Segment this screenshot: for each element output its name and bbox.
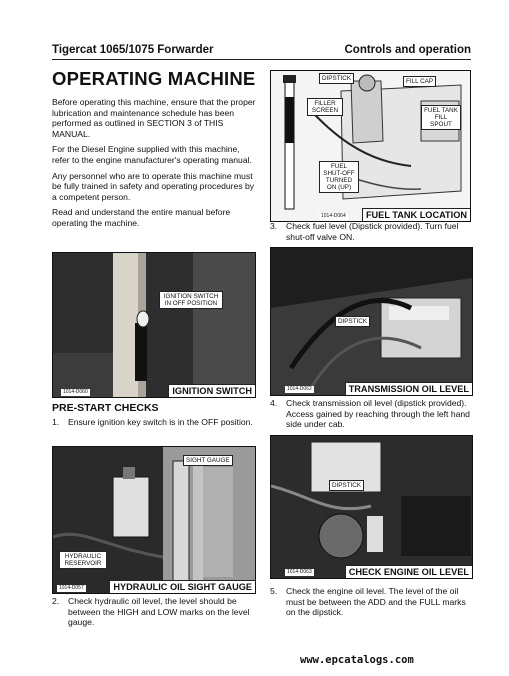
intro-paragraph: For the Diesel Engine supplied with this machine, refer to the engine manufacturer's operating manual. (52, 144, 252, 165)
figure-id: 1014-D060 (63, 389, 88, 395)
section-title: OPERATING MACHINE (52, 68, 256, 89)
figure-id: 1014-D062 (287, 386, 312, 392)
header-rule (52, 59, 471, 60)
transmission-photo (271, 248, 472, 395)
step-text: Check transmission oil level (dipstick provided). Access gained by reaching through the left hand side under cab. (286, 398, 470, 430)
callout-fill-spout: FUEL TANK FILL SPOUT (421, 105, 461, 130)
step-5 (270, 586, 470, 618)
step-3 (270, 221, 470, 242)
callout-sight-gauge: SIGHT GAUGE (183, 455, 233, 466)
step-4 (270, 398, 470, 430)
step-1 (52, 417, 254, 428)
intro-paragraph: Before operating this machine, ensure that the proper lubrication and maintenance schedule has been performed as outlined in SECTION 3 of THIS MANUAL. (52, 97, 256, 139)
callout-dipstick: DIPSTICK (329, 480, 364, 491)
transmission-figure (270, 247, 473, 396)
figure-id: 1014-D064 (321, 213, 346, 219)
callout-filler-screen: FILLER SCREEN (307, 98, 343, 116)
intro-paragraph: Read and understand the entire manual before operating the machine. (52, 207, 231, 228)
callout-dipstick: DIPSTICK (319, 73, 354, 84)
figure-caption: HYDRAULIC OIL SIGHT GAUGE (109, 580, 255, 593)
callout-ignition-switch: IGNITION SWITCH IN OFF POSITION (159, 291, 223, 309)
step-number: 4. (270, 398, 278, 408)
callout-shutoff: FUEL SHUT-OFF TURNED ON (UP) (319, 161, 359, 193)
figure-id: 1014-D057 (59, 585, 84, 591)
hydraulic-photo (53, 447, 255, 593)
footer-url-link[interactable]: www.epcatalogs.com (300, 654, 414, 666)
callout-hydraulic-reservoir: HYDRAULIC RESERVOIR (59, 551, 107, 569)
figure-caption: TRANSMISSION OIL LEVEL (345, 382, 472, 395)
figure-caption: FUEL TANK LOCATION (362, 208, 470, 221)
prestart-heading: PRE-START CHECKS (52, 402, 159, 414)
step-2 (52, 596, 254, 628)
callout-dipstick: DIPSTICK (335, 316, 370, 327)
step-text: Check hydraulic oil level, the level should be between the HIGH and LOW marks on the level gauge. (68, 596, 250, 628)
step-number: 1. (52, 417, 60, 427)
step-text: Check fuel level (Dipstick provided). Turn fuel shut-off valve ON. (286, 221, 459, 242)
figure-caption: IGNITION SWITCH (168, 384, 255, 397)
ignition-photo (53, 253, 255, 397)
engine-photo (271, 436, 472, 578)
intro-paragraph: Any personnel who are to operate this machine must be fully trained in safety and operating procedures by a competent person. (52, 170, 255, 202)
running-header-left: Tigercat 1065/1075 Forwarder (52, 44, 214, 56)
step-number: 2. (52, 596, 60, 606)
step-number: 3. (270, 221, 278, 231)
figure-caption: CHECK ENGINE OIL LEVEL (345, 565, 472, 578)
step-text: Ensure ignition key switch is in the OFF position. (68, 417, 253, 427)
fuel-tank-figure (270, 70, 471, 222)
step-number: 5. (270, 586, 278, 596)
figure-id: 1014-D063 (287, 569, 312, 575)
step-text: Check the engine oil level. The level of the oil must be between the ADD and the FULL marks on the dipstick. (286, 586, 466, 618)
ignition-switch-figure (52, 252, 256, 398)
callout-fill-cap: FILL CAP (403, 76, 436, 87)
running-header-right: Controls and operation (344, 44, 471, 56)
intro-text (52, 97, 257, 229)
fuel-tank-illustration (271, 71, 470, 221)
engine-oil-figure (270, 435, 473, 579)
hydraulic-gauge-figure (52, 446, 256, 594)
